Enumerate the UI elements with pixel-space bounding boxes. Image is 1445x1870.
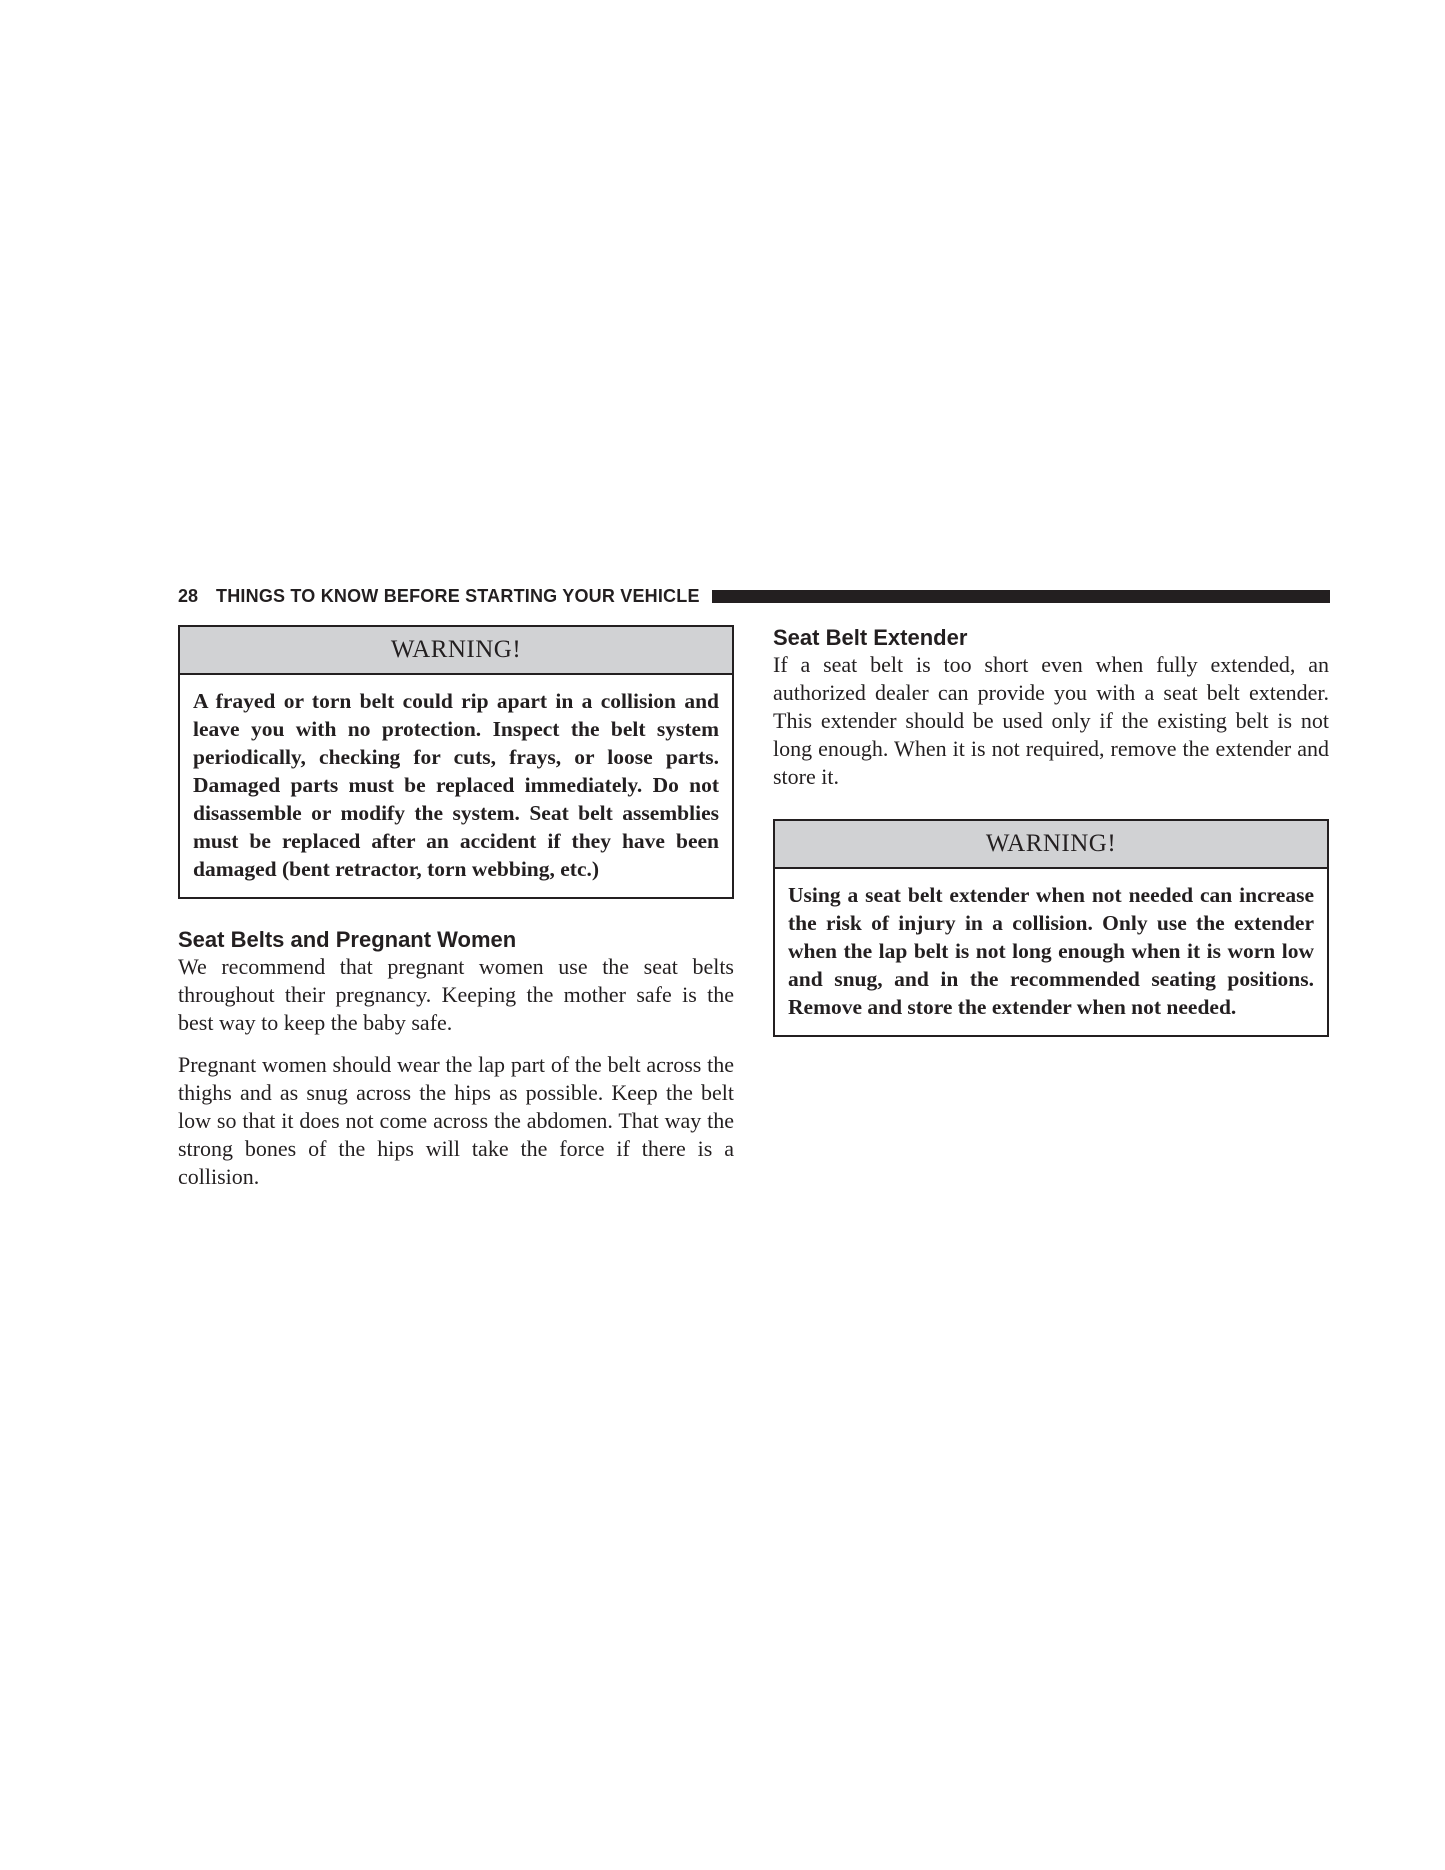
warning-title: WARNING! [180,627,732,675]
page-number: 28 [178,585,199,606]
heading-pregnant-women: Seat Belts and Pregnant Women [178,927,517,952]
warning-text: Using a seat belt extender when not needed can increase the risk of injury in a collision. Only use the extender when the lap belt is not long enough when it is worn low and snug, and in the recommended seating positions. Remove and store the extender when not needed. [788,883,1314,1019]
paragraph-pregnant-2: Pregnant women should wear the lap part of the belt across the thighs and as snug across the hips as possible. Keep the belt low so that it does not come across the abdomen. That way the strong bones of the hips will take the force if there is a collision. [178,1052,734,1189]
left-column [178,625,734,1191]
warning-box-frayed-belt [178,625,734,899]
header-rule-bar [712,590,1330,603]
warning-text: A frayed or torn belt could rip apart in a collision and leave you with no protection. Inspect the belt system periodically, checking for cuts, frays, or loose parts. Damaged parts must be replaced immediately. Do not disassemble or modify the system. Seat belt assemblies must be replaced after an accident if they have been damaged (bent retractor, torn webbing, etc.) [193,689,719,881]
section-title: THINGS TO KNOW BEFORE STARTING YOUR VEHICLE [216,585,700,606]
paragraph-pregnant-1: We recommend that pregnant women use the seat belts throughout their pregnancy. Keeping the mother safe is the best way to keep the baby safe. [178,954,734,1035]
right-column [773,625,1329,1037]
warning-title: WARNING! [775,821,1327,869]
paragraph-extender: If a seat belt is too short even when fully extended, an authorized dealer can provide you with a seat belt extender. This extender should be used only if the existing belt is not long enough. When it is not required, remove the extender and store it. [773,652,1329,789]
warning-box-extender [773,819,1329,1037]
heading-belt-extender: Seat Belt Extender [773,625,968,650]
page-header [178,584,1330,608]
